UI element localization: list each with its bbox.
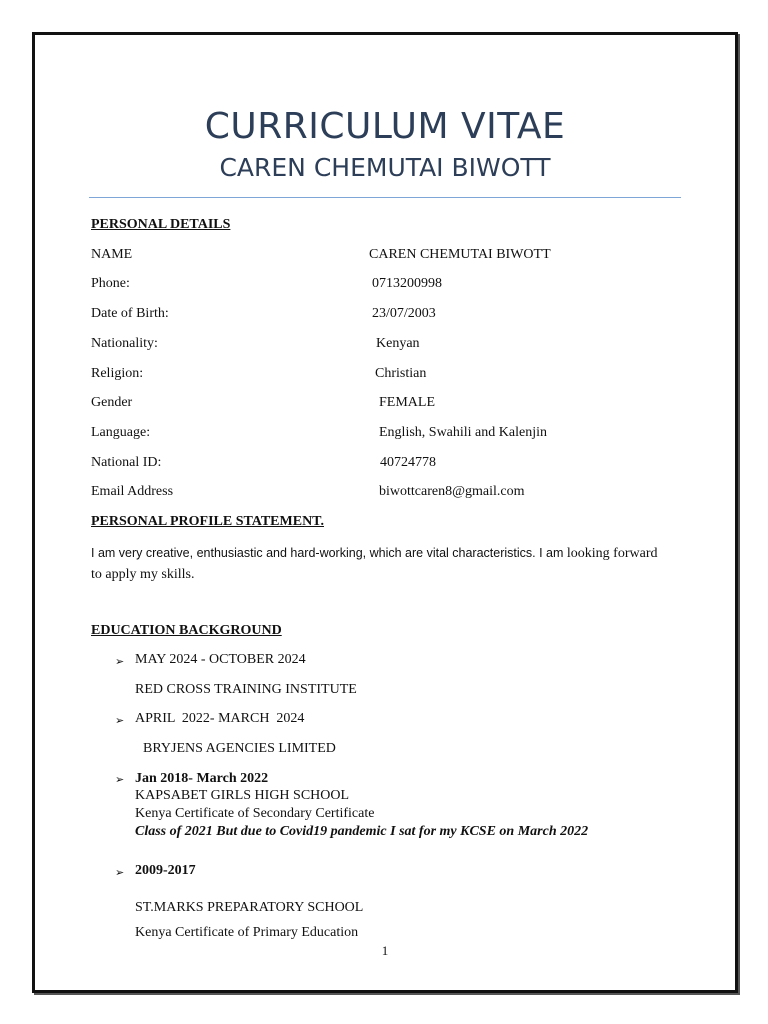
education-institution: BRYJENS AGENCIES LIMITED	[143, 741, 336, 756]
detail-label: NAME	[91, 247, 133, 262]
detail-label: Email Address	[91, 484, 174, 499]
education-note: Class of 2021 But due to Covid19 pandemic I sat for my KCSE on March 2022	[135, 824, 589, 839]
detail-row-religion	[91, 366, 691, 386]
education-period: MAY 2024 - OCTOBER 2024	[135, 652, 306, 667]
detail-row-email	[91, 484, 691, 504]
profile-text-part1: I am very creative, enthusiastic and hard-working, which are vital characteristics. I am	[91, 546, 567, 560]
detail-value: English, Swahili and Kalenjin	[379, 425, 547, 440]
detail-value: 0713200998	[372, 276, 442, 291]
title-block	[35, 105, 735, 185]
detail-row-national-id	[91, 455, 691, 475]
detail-label: Date of Birth:	[91, 306, 169, 321]
detail-label: Phone:	[91, 276, 130, 291]
detail-row-gender	[91, 395, 691, 415]
detail-value: biwottcaren8@gmail.com	[379, 484, 525, 499]
detail-label: Religion:	[91, 366, 144, 381]
document-title: CURRICULUM VITAE	[204, 106, 566, 147]
cv-page	[32, 32, 738, 993]
detail-value: FEMALE	[379, 395, 435, 410]
education-heading: EDUCATION BACKGROUND	[91, 623, 282, 638]
detail-value: Kenyan	[376, 336, 420, 351]
education-institution: RED CROSS TRAINING INSTITUTE	[135, 682, 357, 697]
detail-row-phone	[91, 276, 691, 296]
profile-text-line2: to apply my skills.	[91, 567, 195, 582]
detail-label: Gender	[91, 395, 133, 410]
arrow-bullet-icon: ➢	[115, 655, 125, 668]
education-certificate: Kenya Certificate of Primary Education	[135, 925, 359, 940]
education-institution: KAPSABET GIRLS HIGH SCHOOL	[135, 788, 350, 803]
arrow-bullet-icon: ➢	[115, 773, 125, 786]
education-certificate: Kenya Certificate of Secondary Certificate	[135, 806, 375, 821]
detail-row-name	[91, 247, 691, 267]
page-number: 1	[381, 943, 389, 958]
detail-label: Language:	[91, 425, 151, 440]
personal-details-heading: PERSONAL DETAILS	[91, 217, 231, 232]
detail-row-language	[91, 425, 691, 445]
document-subtitle: CAREN CHEMUTAI BIWOTT	[219, 153, 551, 182]
detail-label: National ID:	[91, 455, 162, 470]
arrow-bullet-icon: ➢	[115, 866, 125, 879]
education-period: Jan 2018- March 2022	[135, 771, 269, 786]
detail-row-dob	[91, 306, 691, 326]
profile-text-part2: looking forward	[566, 546, 658, 561]
profile-heading: PERSONAL PROFILE STATEMENT.	[91, 514, 324, 529]
detail-value: CAREN CHEMUTAI BIWOTT	[369, 247, 551, 262]
detail-label: Nationality:	[91, 336, 158, 351]
profile-statement	[91, 543, 691, 585]
detail-row-nationality	[91, 336, 691, 356]
education-period: 2009-2017	[135, 863, 196, 878]
education-institution: ST.MARKS PREPARATORY SCHOOL	[135, 900, 364, 915]
detail-value: 23/07/2003	[372, 306, 436, 321]
title-divider	[89, 197, 681, 198]
education-period: APRIL 2022- MARCH 2024	[135, 711, 305, 726]
detail-value: 40724778	[380, 455, 436, 470]
arrow-bullet-icon: ➢	[115, 714, 125, 727]
detail-value: Christian	[375, 366, 427, 381]
